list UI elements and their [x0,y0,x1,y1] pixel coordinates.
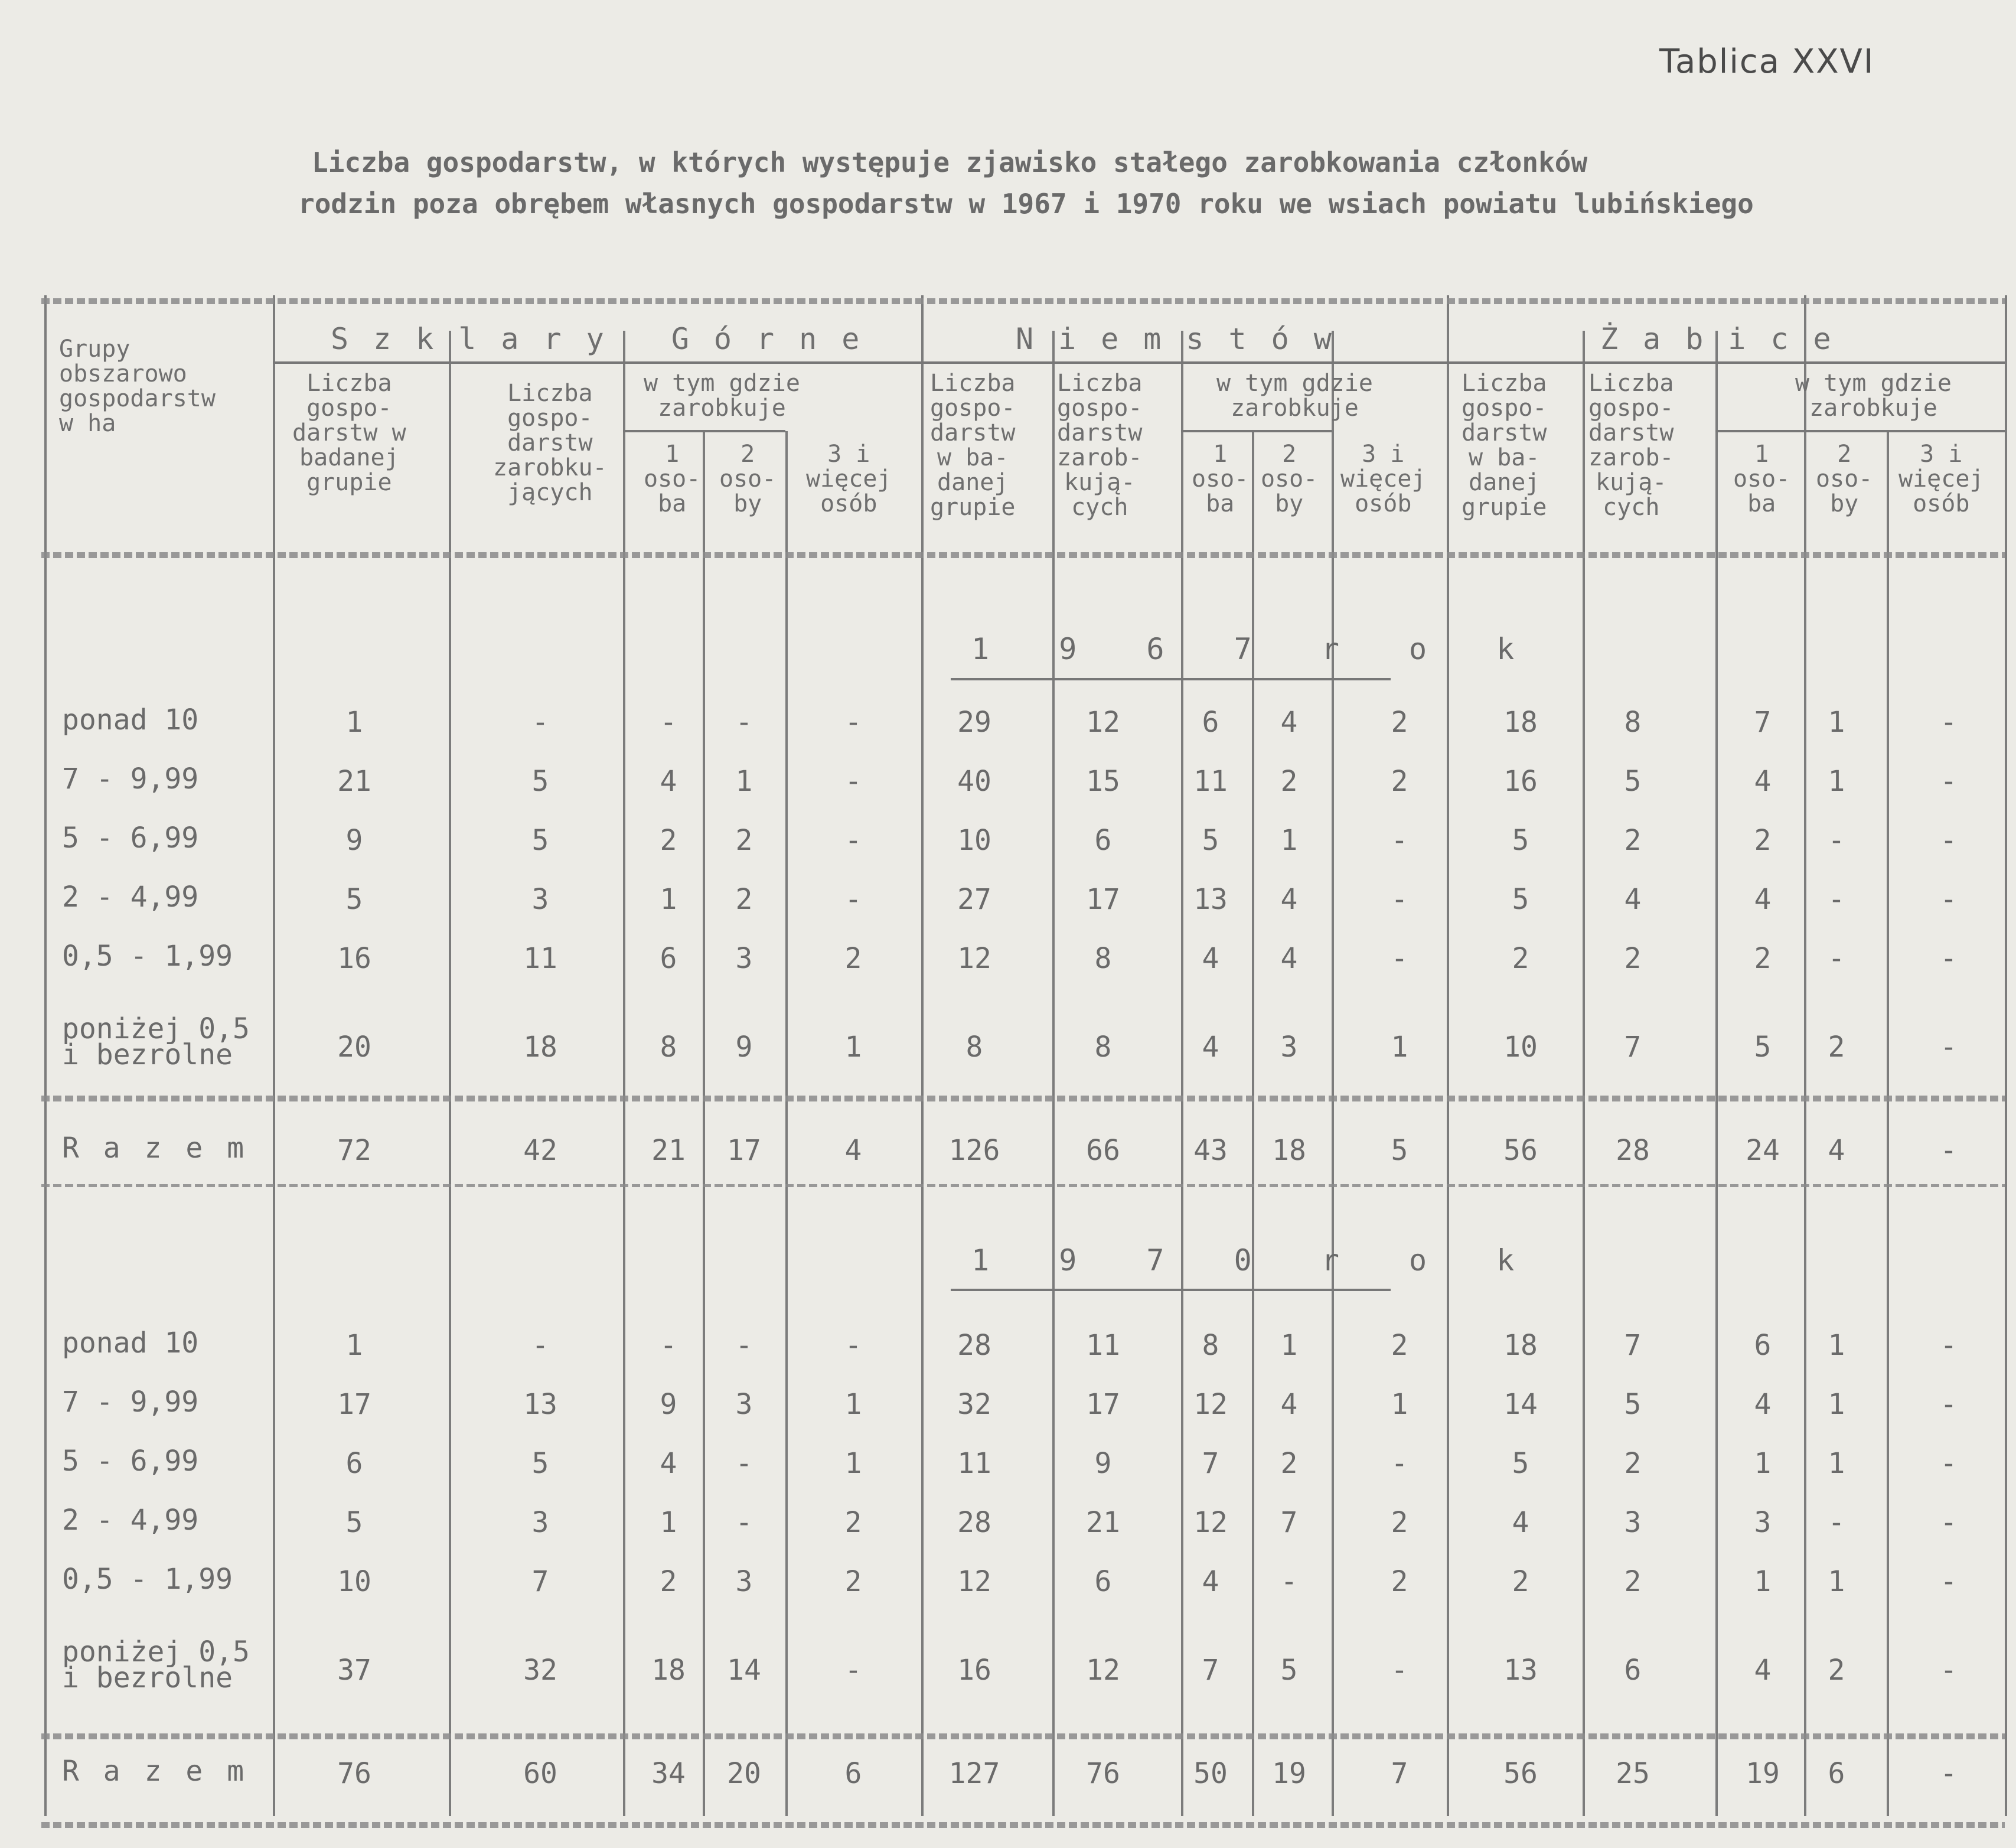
table-cell: 18 [523,1031,557,1064]
table-cell: 2 [1280,1447,1298,1480]
table-cell: 17 [1086,883,1120,916]
table-cell: 7 [1624,1329,1642,1362]
table-cell: 16 [337,942,371,975]
table-cell: 2 [1391,1506,1408,1539]
table-cell: 2 [660,824,677,857]
table-cell: 8 [660,1031,677,1064]
row-label: 2 - 4,99 [62,881,199,914]
total-cell: 66 [1086,1134,1120,1167]
table-cell: 2 [1391,1329,1408,1362]
table-cell: - [531,1329,549,1362]
table-cell: 4 [1280,1388,1298,1421]
table-cell: 6 [1754,1329,1772,1362]
table-cell: 4 [1624,883,1642,916]
table-cell: - [1940,765,1958,798]
table-cell: 9 [345,824,363,857]
table-cell: 9 [735,1031,753,1064]
sub-1-niemstow: 1 oso- ba [1192,441,1249,517]
total-cell: 60 [523,1757,557,1790]
table-cell: 3 [735,1388,753,1421]
table-cell: 29 [957,706,991,739]
table-cell: - [660,1329,677,1362]
table-cell: 2 [1280,765,1298,798]
row-label: 0,5 - 1,99 [62,940,233,973]
table-cell: 5 [1624,765,1642,798]
table-cell: 8 [1202,1329,1219,1362]
table-cell: - [844,1329,862,1362]
table-cell: - [844,824,862,857]
table-cell: - [660,706,677,739]
table-cell: 4 [1512,1506,1529,1539]
village-header-rule [273,361,2005,364]
table-cell: - [1940,942,1958,975]
table-cell: 15 [1086,765,1120,798]
table-cell: 1 [844,1031,862,1064]
table-cell: 7 [1202,1654,1219,1687]
total-cell: - [1940,1757,1958,1790]
table-cell: - [1391,883,1408,916]
table-cell: 2 [1624,824,1642,857]
table-cell: 5 [1202,824,1219,857]
table-cell: 1 [660,1506,677,1539]
total-cell: 24 [1746,1134,1780,1167]
table-cell: 14 [727,1654,761,1687]
table-cell: 3 [1280,1031,1298,1064]
total-cell: 4 [1828,1134,1845,1167]
table-cell: 28 [957,1506,991,1539]
total-cell: 6 [1828,1757,1845,1790]
sub-1-szklary: 1 oso- ba [644,441,701,517]
table-cell: 1 [735,765,753,798]
table-cell: 21 [1086,1506,1120,1539]
table-cell: 5 [345,1506,363,1539]
table-cell: - [1391,824,1408,857]
table-cell: 5 [1624,1388,1642,1421]
table-cell: 2 [1828,1031,1845,1064]
table-horizontal-rule [41,298,2005,304]
year-label: 1 9 6 7 r o k [971,632,1541,666]
row-label: ponad 10 [62,1326,199,1360]
table-cell: 4 [1202,942,1219,975]
village-niemstow: Niemstów [1016,322,1356,356]
table-cell: 2 [1512,942,1529,975]
table-cell: 5 [1754,1031,1772,1064]
table-cell: - [1940,1506,1958,1539]
table-cell: 8 [1624,706,1642,739]
table-cell: 1 [1828,1565,1845,1598]
table-cell: 6 [1094,1565,1112,1598]
total-cell: 56 [1503,1757,1538,1790]
table-cell: 4 [1280,706,1298,739]
sub-header-rule [623,430,785,432]
table-cell: 2 [1754,824,1772,857]
table-cell: 21 [337,765,371,798]
table-cell: - [1391,1447,1408,1480]
village-szklary-gorne: Szklary Górne [331,322,885,356]
table-cell: 7 [1754,706,1772,739]
table-cell: - [531,706,549,739]
total-cell: 17 [727,1134,761,1167]
table-horizontal-rule [41,1822,2005,1828]
row-label: 5 - 6,99 [62,822,199,855]
row-label: poniżej 0,5 i bezrolne [62,1012,250,1071]
table-cell: 9 [660,1388,677,1421]
row-label: 2 - 4,99 [62,1504,199,1537]
total-cell: 7 [1391,1757,1408,1790]
table-cell: - [1940,1565,1958,1598]
table-cell: 17 [337,1388,371,1421]
table-cell: 6 [660,942,677,975]
table-cell: 2 [1391,1565,1408,1598]
row-label: poniżej 0,5 i bezrolne [62,1635,250,1694]
total-cell: 5 [1391,1134,1408,1167]
table-cell: 2 [1828,1654,1845,1687]
year-underline [951,678,1391,680]
table-cell: 11 [1086,1329,1120,1362]
table-cell: 13 [523,1388,557,1421]
total-cell: 21 [651,1134,686,1167]
year-underline [951,1289,1391,1291]
total-cell: 6 [844,1757,862,1790]
table-cell: - [1940,1447,1958,1480]
table-reference: Tablica XXVI [1659,43,1875,81]
table-cell: 8 [1094,942,1112,975]
total-cell: 20 [727,1757,761,1790]
table-cell: - [844,765,862,798]
table-cell: 9 [1094,1447,1112,1480]
table-cell: 11 [523,942,557,975]
year-label: 1 9 7 0 r o k [971,1243,1541,1277]
table-cell: 4 [1754,765,1772,798]
total-cell: 28 [1616,1134,1650,1167]
table-cell: 37 [337,1654,371,1687]
col-total-niemstow: Liczba gospo- darstw w ba- danej grupie [930,370,1016,521]
table-cell: 13 [1193,883,1228,916]
table-cell: 4 [1202,1565,1219,1598]
table-cell: 10 [337,1565,371,1598]
table-cell: 4 [1280,942,1298,975]
table-column-rule [1447,295,1449,1816]
table-cell: 14 [1503,1388,1538,1421]
total-cell: 42 [523,1134,557,1167]
sub-2-zabice: 2 oso- by [1816,441,1873,517]
table-cell: - [1828,942,1845,975]
table-cell: 5 [531,1447,549,1480]
table-cell: 7 [1202,1447,1219,1480]
sub-3-szklary: 3 i więcej osób [806,441,892,517]
table-cell: - [735,706,753,739]
total-cell: 76 [337,1757,371,1790]
table-cell: 11 [1193,765,1228,798]
table-cell: 5 [1280,1654,1298,1687]
total-cell: 127 [948,1757,1000,1790]
total-cell: 4 [844,1134,862,1167]
table-cell: 17 [1086,1388,1120,1421]
col-earning-zabice: Liczba gospo- darstw zarob- kują- cych [1588,370,1674,521]
table-cell: 7 [1280,1506,1298,1539]
table-cell: 1 [1391,1031,1408,1064]
table-cell: 18 [651,1654,686,1687]
table-cell: 4 [1754,1654,1772,1687]
table-cell: 3 [531,883,549,916]
table-cell: 12 [957,1565,991,1598]
table-cell: - [1940,883,1958,916]
col-earning-szklary: Liczba gospo- darstw zarobku- jących [493,380,607,506]
table-column-rule [2005,295,2007,1816]
table-cell: 2 [844,942,862,975]
table-cell: 12 [957,942,991,975]
table-cell: 32 [523,1654,557,1687]
sub-3-zabice: 3 i więcej osób [1898,441,1984,517]
table-cell: 2 [1391,765,1408,798]
table-cell: 12 [1193,1388,1228,1421]
table-title-line-2: rodzin poza obrębem własnych gospodarstw w 1967 i 1970 roku we wsiach powiatu lubińskiego [298,188,1754,220]
table-cell: 2 [735,824,753,857]
total-row-label: R a z e m [62,1132,248,1165]
table-column-rule [44,295,47,1816]
table-cell: - [1940,824,1958,857]
table-cell: 5 [1512,883,1529,916]
sub-header-rule [1181,430,1332,432]
total-cell: 56 [1503,1134,1538,1167]
table-cell: 7 [1624,1031,1642,1064]
total-row-label: R a z e m [62,1755,248,1788]
table-cell: 18 [1503,1329,1538,1362]
table-cell: 10 [1503,1031,1538,1064]
total-cell: 72 [337,1134,371,1167]
table-cell: - [1940,1329,1958,1362]
table-cell: - [844,883,862,916]
table-cell: 5 [1512,824,1529,857]
table-cell: 3 [531,1506,549,1539]
table-cell: 5 [345,883,363,916]
table-cell: 28 [957,1329,991,1362]
table-cell: 3 [735,1565,753,1598]
table-cell: - [1828,883,1845,916]
table-cell: 2 [1754,942,1772,975]
table-cell: 8 [1094,1031,1112,1064]
total-cell: 43 [1193,1134,1228,1167]
table-cell: - [735,1506,753,1539]
row-label: 5 - 6,99 [62,1445,199,1478]
table-cell: 4 [660,765,677,798]
table-cell: 2 [844,1565,862,1598]
table-column-rule [785,431,788,1816]
table-cell: - [1391,942,1408,975]
table-cell: 2 [1512,1565,1529,1598]
table-cell: 1 [1828,1388,1845,1421]
table-cell: 5 [531,765,549,798]
table-title-line-1: Liczba gospodarstw, w których występuje zjawisko stałego zarobkowania członków [312,146,1588,178]
table-cell: 2 [844,1506,862,1539]
table-column-rule [703,431,705,1816]
table-cell: 1 [844,1447,862,1480]
table-cell: 10 [957,824,991,857]
table-cell: - [1940,1031,1958,1064]
subgroup-zabice: w tym gdzie zarobkuje [1795,370,1952,422]
table-cell: 5 [531,824,549,857]
table-cell: 1 [1391,1388,1408,1421]
total-cell: - [1940,1134,1958,1167]
table-cell: 8 [965,1031,983,1064]
total-cell: 76 [1086,1757,1120,1790]
sub-2-szklary: 2 oso- by [719,441,777,517]
table-cell: 40 [957,765,991,798]
table-horizontal-rule [41,1733,2005,1739]
table-cell: 1 [1828,1329,1845,1362]
table-cell: 1 [1754,1447,1772,1480]
table-cell: 5 [1512,1447,1529,1480]
subgroup-szklary: w tym gdzie zarobkuje [644,370,800,422]
table-cell: - [1940,1388,1958,1421]
table-cell: - [1828,824,1845,857]
table-cell: - [1940,706,1958,739]
table-cell: 16 [1503,765,1538,798]
table-cell: 3 [735,942,753,975]
table-cell: 11 [957,1447,991,1480]
table-cell: 4 [1202,1031,1219,1064]
table-horizontal-rule [41,1184,2005,1187]
sub-3-niemstow: 3 i więcej osób [1340,441,1426,517]
row-label: 0,5 - 1,99 [62,1563,233,1596]
table-horizontal-rule [41,1096,2005,1101]
table-cell: 27 [957,883,991,916]
table-cell: 1 [660,883,677,916]
table-cell: - [844,1654,862,1687]
table-cell: 2 [1624,1447,1642,1480]
table-cell: 6 [1094,824,1112,857]
table-cell: 6 [1202,706,1219,739]
table-cell: 6 [1624,1654,1642,1687]
col-total-zabice: Liczba gospo- darstw w ba- danej grupie [1462,370,1547,521]
table-cell: 12 [1086,1654,1120,1687]
table-cell: 1 [1280,824,1298,857]
table-cell: 1 [1828,765,1845,798]
table-cell: - [735,1447,753,1480]
table-cell: 1 [1828,1447,1845,1480]
table-cell: 7 [531,1565,549,1598]
table-column-rule [1887,431,1889,1816]
row-label: 7 - 9,99 [62,1386,199,1419]
table-cell: 2 [1391,706,1408,739]
table-cell: 1 [1754,1565,1772,1598]
table-cell: 1 [1828,706,1845,739]
table-cell: 2 [1624,942,1642,975]
table-cell: 3 [1754,1506,1772,1539]
table-cell: 4 [1280,883,1298,916]
table-cell: 18 [1503,706,1538,739]
table-cell: - [1280,1565,1298,1598]
table-cell: 1 [844,1388,862,1421]
table-column-rule [273,295,275,1816]
table-cell: - [1940,1654,1958,1687]
subgroup-niemstow: w tym gdzie zarobkuje [1216,370,1373,422]
sub-1-zabice: 1 oso- ba [1733,441,1790,517]
total-cell: 34 [651,1757,686,1790]
table-cell: 2 [1624,1565,1642,1598]
table-cell: - [1828,1506,1845,1539]
col-earning-niemstow: Liczba gospo- darstw zarob- kują- cych [1057,370,1143,521]
table-cell: 1 [1280,1329,1298,1362]
total-cell: 25 [1616,1757,1650,1790]
table-cell: 4 [1754,883,1772,916]
table-cell: 16 [957,1654,991,1687]
table-cell: - [735,1329,753,1362]
village-zabice: Żabice [1600,322,1856,356]
table-cell: 2 [660,1565,677,1598]
total-cell: 50 [1193,1757,1228,1790]
table-column-rule [921,295,924,1816]
table-cell: 1 [345,706,363,739]
table-cell: 12 [1193,1506,1228,1539]
table-cell: 13 [1503,1654,1538,1687]
table-cell: 32 [957,1388,991,1421]
row-label: ponad 10 [62,703,199,736]
table-cell: - [1391,1654,1408,1687]
table-cell: 2 [735,883,753,916]
row-label: 7 - 9,99 [62,762,199,796]
table-cell: 1 [345,1329,363,1362]
total-cell: 18 [1272,1134,1306,1167]
stub-header: Grupy obszarowo gospodarstw w ha [59,335,216,437]
table-horizontal-rule [41,552,2005,558]
table-cell: 3 [1624,1506,1642,1539]
total-cell: 19 [1746,1757,1780,1790]
col-total-szklary: Liczba gospo- darstw w badanej grupie [292,370,406,496]
sub-header-rule [1715,430,2005,432]
table-cell: 4 [660,1447,677,1480]
table-cell: - [844,706,862,739]
sub-2-niemstow: 2 oso- by [1261,441,1318,517]
table-cell: 6 [345,1447,363,1480]
table-cell: 20 [337,1031,371,1064]
total-cell: 126 [948,1134,1000,1167]
table-cell: 4 [1754,1388,1772,1421]
total-cell: 19 [1272,1757,1306,1790]
table-cell: 12 [1086,706,1120,739]
